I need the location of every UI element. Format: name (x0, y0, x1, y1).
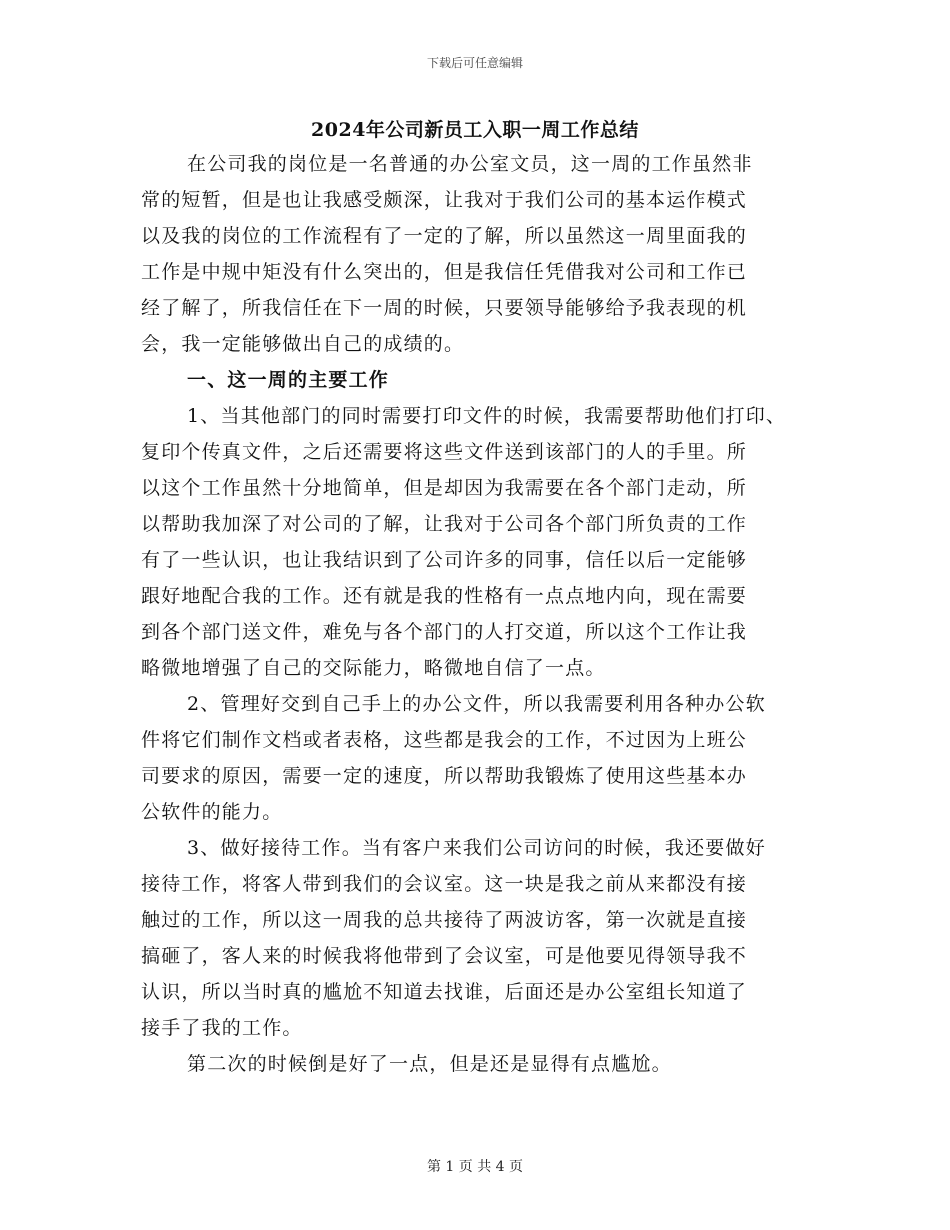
paragraph-line: 以这个工作虽然十分地简单，但是却因为我需要在各个部门走动，所 (141, 477, 748, 499)
paragraph-line: 搞砸了，客人来的时候我将他带到了会议室，可是他要见得领导我不 (141, 945, 748, 967)
header-note: 下载后可任意编辑 (426, 56, 523, 70)
paragraph-line: 在公司我的岗位是一名普通的办公室文员，这一周的工作虽然非 (187, 153, 753, 175)
paragraph-line: 司要求的原因，需要一定的速度，所以帮助我锻炼了使用这些基本办 (141, 765, 748, 787)
paragraph-line: 接待工作，将客人带到我们的会议室。这一块是我之前从来都没有接 (141, 873, 748, 895)
paragraph-line: 3、做好接待工作。当有客户来我们公司访问的时候，我还要做好 (187, 837, 766, 859)
paragraph-line: 公软件的能力。 (141, 801, 283, 823)
paragraph-line: 复印个传真文件，之后还需要将这些文件送到该部门的人的手里。所 (141, 441, 748, 463)
paragraph-line: 认识，所以当时真的尴尬不知道去找谁，后面还是办公室组长知道了 (141, 981, 748, 1003)
paragraph-line: 经了解了，所我信任在下一周的时候，只要领导能够给予我表现的机 (141, 297, 748, 319)
paragraph-line: 接手了我的工作。 (141, 1017, 303, 1039)
paragraph-line: 跟好地配合我的工作。还有就是我的性格有一点点地内向，现在需要 (141, 585, 748, 607)
section-heading: 一、这一周的主要工作 (187, 369, 390, 391)
document-body (141, 146, 816, 1082)
paragraph-line: 第二次的时候倒是好了一点，但是还是显得有点尴尬。 (187, 1053, 672, 1075)
paragraph-line: 有了一些认识，也让我结识到了公司许多的同事，信任以后一定能够 (141, 549, 748, 571)
paragraph-line: 触过的工作，所以这一周我的总共接待了两波访客，第一次就是直接 (141, 909, 748, 931)
paragraph-line: 1、当其他部门的同时需要打印文件的时候，我需要帮助他们打印、 (187, 405, 787, 427)
paragraph-line: 2、管理好交到自己手上的办公文件，所以我需要利用各种办公软 (187, 693, 766, 715)
paragraph-line: 到各个部门送文件，难免与各个部门的人打交道，所以这个工作让我 (141, 621, 748, 643)
paragraph-line: 会，我一定能够做出自己的成绩的。 (141, 333, 465, 355)
paragraph-line: 以及我的岗位的工作流程有了一定的了解，所以虽然这一周里面我的 (141, 225, 748, 247)
paragraph-line: 以帮助我加深了对公司的了解，让我对于公司各个部门所负责的工作 (141, 513, 748, 535)
paragraph-line: 件将它们制作文档或者表格，这些都是我会的工作，不过因为上班公 (141, 729, 748, 751)
document-title: 2024年公司新员工入职一周工作总结 (311, 119, 639, 141)
paragraph-line: 略微地增强了自己的交际能力，略微地自信了一点。 (141, 657, 606, 679)
page-number: 第 1 页 共 4 页 (426, 1159, 524, 1175)
paragraph-line: 工作是中规中矩没有什么突出的，但是我信任凭借我对公司和工作已 (141, 261, 748, 283)
paragraph-line: 常的短暂，但是也让我感受颇深，让我对于我们公司的基本运作模式 (141, 189, 748, 211)
